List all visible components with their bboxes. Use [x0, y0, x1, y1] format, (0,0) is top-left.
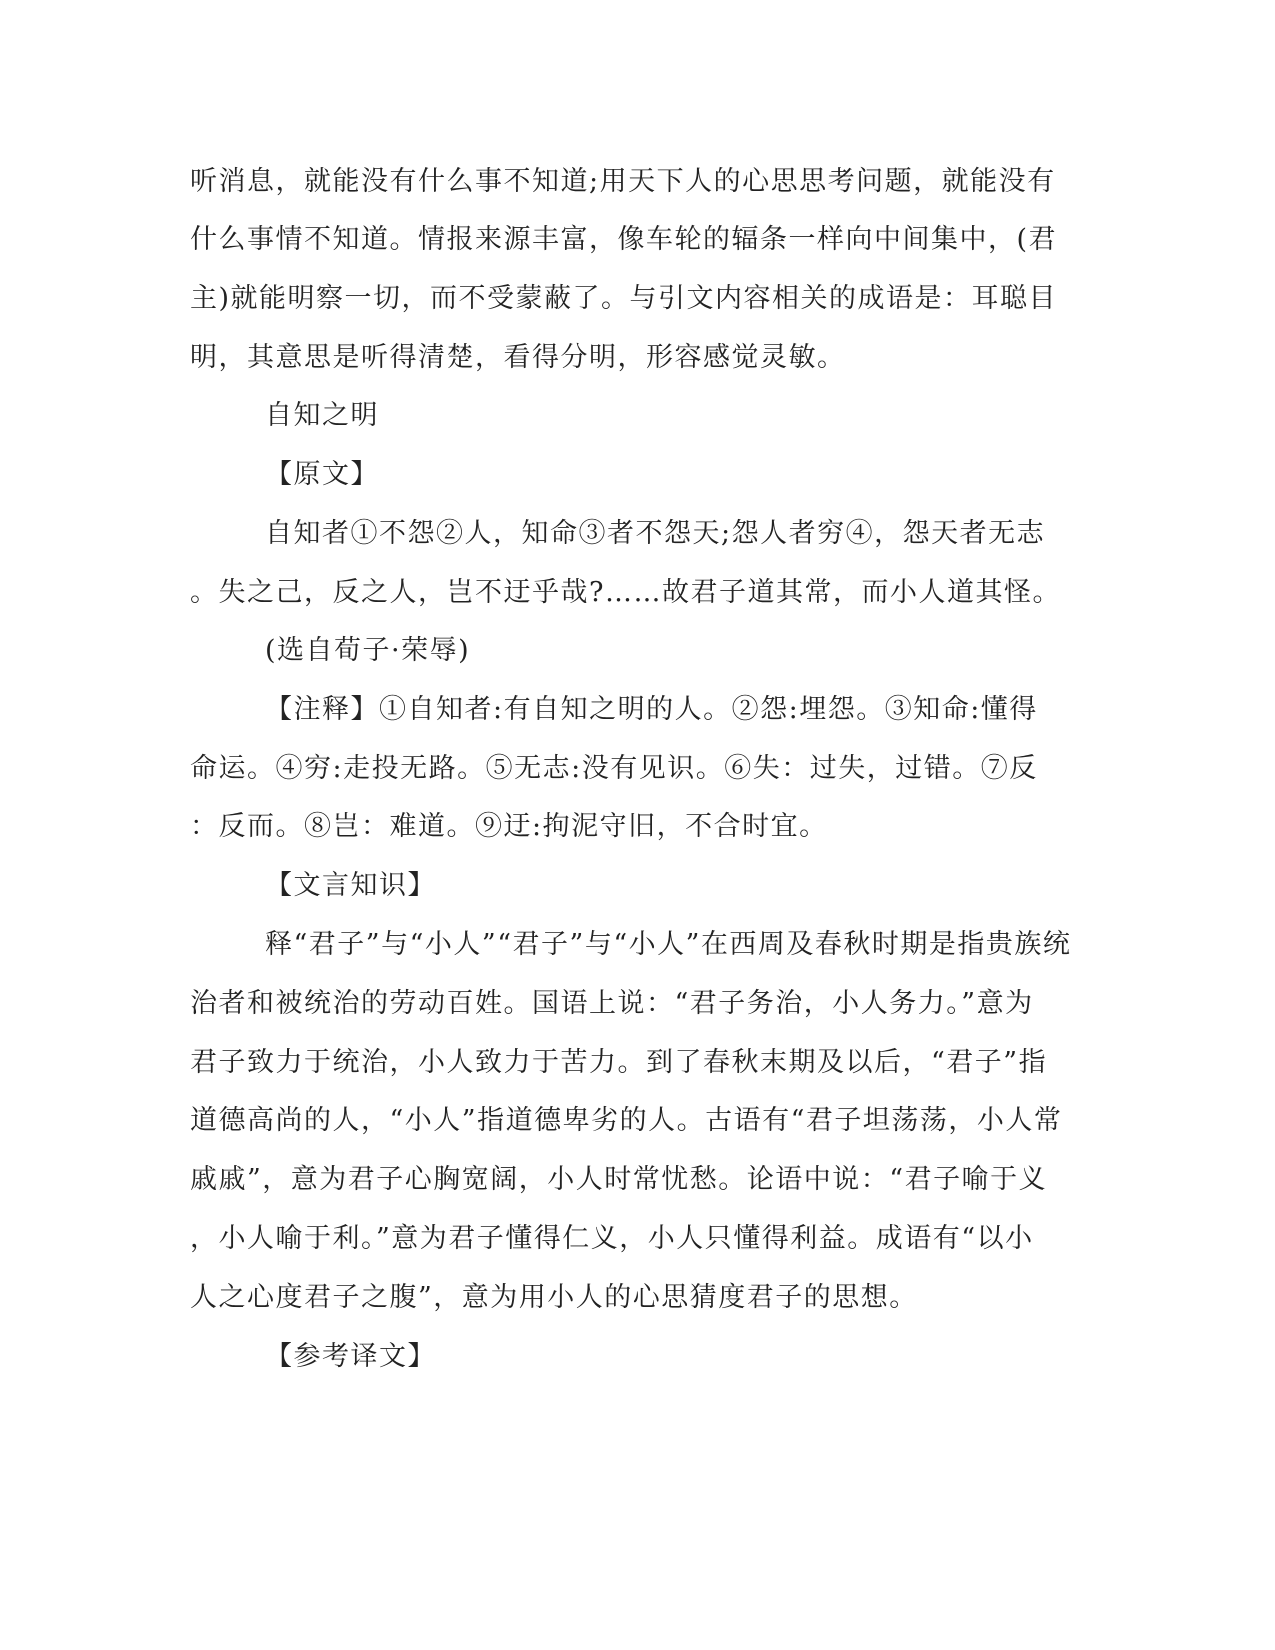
- section-heading-knowledge: 【文言知识】: [265, 870, 436, 901]
- text-line: 道德高尚的人，“小人”指道德卑劣的人。古语有“君子坦荡荡，小人常: [190, 1105, 1063, 1136]
- section-heading-original: 【原文】: [265, 459, 379, 490]
- section-heading-translation: 【参考译文】: [265, 1341, 436, 1372]
- text-line: ，小人喻于利。”意为君子懂得仁义，小人只懂得利益。成语有“以小: [190, 1223, 1034, 1254]
- text-line: 戚戚”，意为君子心胸宽阔，小人时常忧愁。论语中说：“君子喻于义: [190, 1164, 1048, 1195]
- text-line: 人之心度君子之腹”，意为用小人的心思猜度君子的思想。: [190, 1282, 918, 1313]
- text-line: 什么事情不知道。情报来源丰富，像车轮的辐条一样向中间集中，(君: [190, 224, 1058, 255]
- text-line: 。失之己，反之人，岂不迂乎哉?……故君子道其常，而小人道其怪。: [190, 577, 1061, 608]
- text-line: 听消息，就能没有什么事不知道;用天下人的心思思考问题，就能没有: [190, 166, 1056, 197]
- text-line: 明，其意思是听得清楚，看得分明，形容感觉灵敏。: [190, 342, 846, 373]
- text-line: 君子致力于统治，小人致力于苦力。到了春秋末期及以后，“君子”指: [190, 1047, 1048, 1078]
- source-citation: (选自荀子·荣辱): [265, 635, 471, 666]
- annotation-line: 【注释】①自知者:有自知之明的人。②怨:埋怨。③知命:懂得: [265, 694, 1038, 725]
- annotation-line: 命运。④穷:走投无路。⑤无志:没有见识。⑥失：过失，过错。⑦反: [190, 753, 1038, 784]
- text-line: 主)就能明察一切，而不受蒙蔽了。与引文内容相关的成语是：耳聪目: [190, 283, 1058, 314]
- text-line: 自知者①不怨②人，知命③者不怨天;怨人者穷④，怨天者无志: [265, 518, 1046, 549]
- annotation-line: ：反而。⑧岂：难道。⑨迂:拘泥守旧，不合时宜。: [190, 811, 828, 842]
- section-title: 自知之明: [265, 400, 379, 431]
- text-line: 释“君子”与“小人”“君子”与“小人”在西周及春秋时期是指贵族统: [265, 929, 1072, 960]
- text-line: 治者和被统治的劳动百姓。国语上说：“君子务治，小人务力。”意为: [190, 988, 1034, 1019]
